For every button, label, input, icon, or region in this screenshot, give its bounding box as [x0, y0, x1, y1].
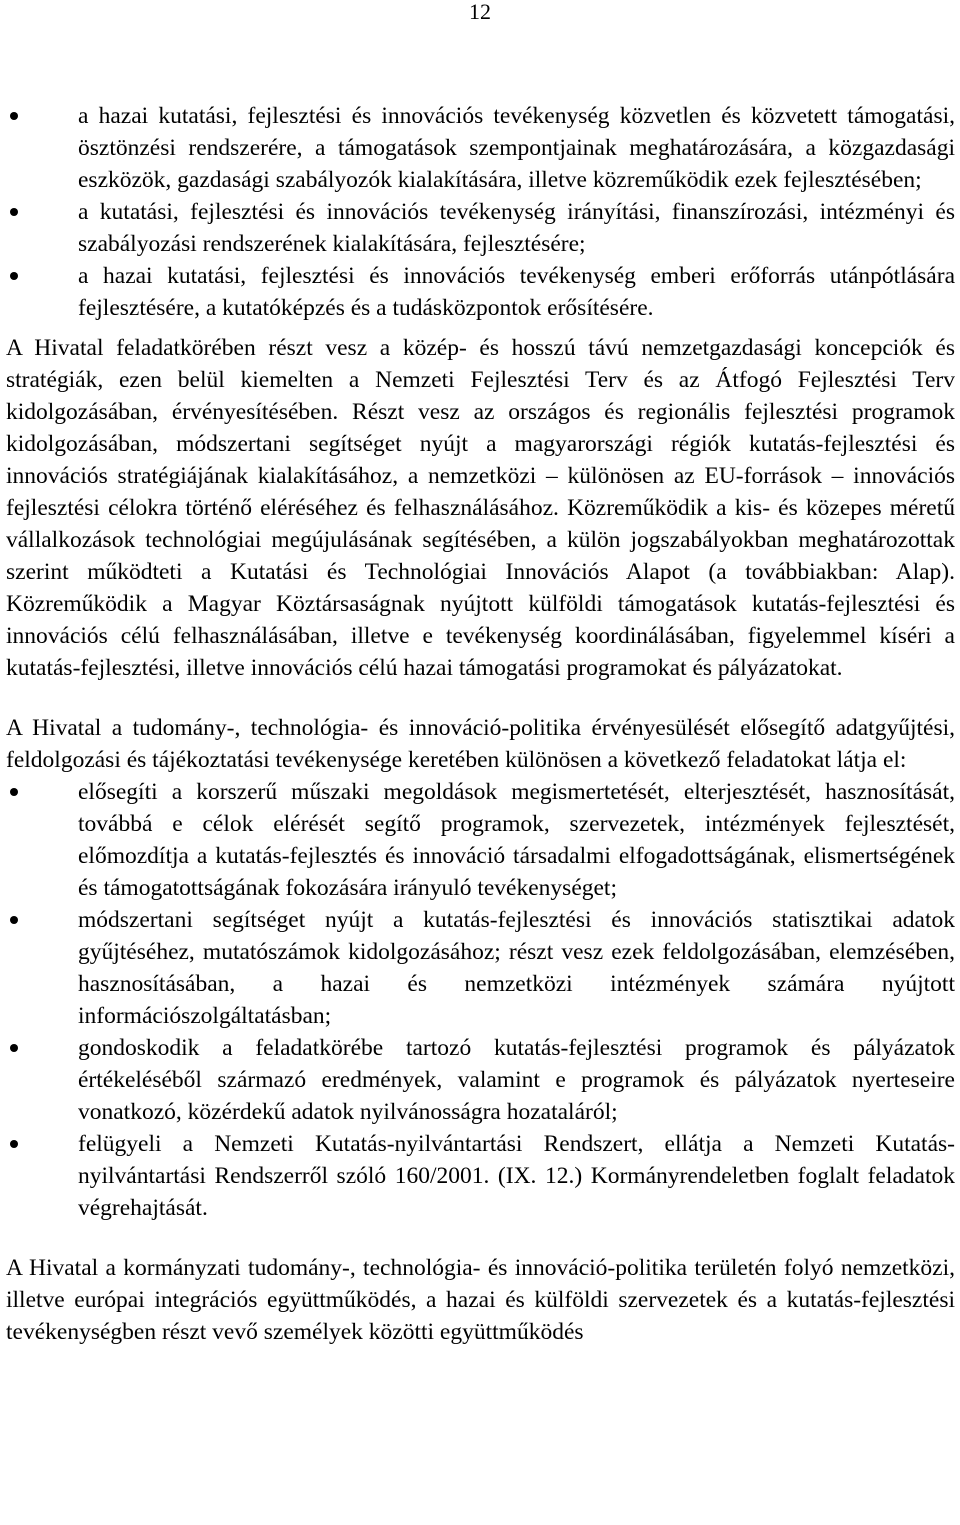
list-item [6, 196, 955, 260]
paragraph-responsibilities: A Hivatal feladatkörében részt vesz a közép- és hosszú távú nemzetgazdasági koncepciók és stratégiák, ezen belül kiemelten a Nemzeti Fejlesztési Terv és az Átfogó Fejlesztési Terv kidolgozásában, érvényesítésében. Részt vesz az országos és regionális fejlesztési programok kidolgozásában, módszertani segítséget nyújt a magyarországi régiók kutatás-fejlesztési és innovációs stratégiájának kialakításához, a nemzetközi – különösen az EU-források – innovációs fejlesztési célokra történő eléréséhez és felhasználásához. Közreműködik a kis- és közepes méretű vállalkozások technológiai megújulásának segítésében, a külön jogszabályokban meghatározottak szerint működteti a Kutatási és Technológiai Innovációs Alapot (a továbbiakban: Alap). Közreműködik a Magyar Köztársaságnak nyújtott külföldi támogatások kutatás-fejlesztési és innovációs célú felhasználásában, illetve e tevékenység koordinálásában, figyelemmel kíséri a kutatás-fejlesztési, illetve innovációs célú hazai támogatási programokat és pályázatokat. [6, 335, 955, 681]
list-item-text: módszertani segítséget nyújt a kutatás-fejlesztési és innovációs statisztikai adatok gyűjtéséhez, mutatószámok kidolgozásához; részt vesz ezek feldolgozásában, elemzésében, hasznosításában, a hazai és nemzetközi intézmények számára nyújtott információszolgáltatásban; [78, 907, 955, 1029]
list-item-text: a hazai kutatási, fejlesztési és innovációs tevékenység emberi erőforrás utánpótlására fejlesztésére, a kutatóképzés és a tudásközpontok erősítésére. [78, 263, 955, 321]
list-item-text: felügyeli a Nemzeti Kutatás-nyilvántartási Rendszert, ellátja a Nemzeti Kutatás-nyilvántartási Rendszerről szóló 160/2001. (IX. 12.) Kormányrendeletben foglalt feladatok végrehajtását. [78, 1131, 955, 1221]
list-item-text: gondoskodik a feladatkörébe tartozó kutatás-fejlesztési programok és pályázatok értékeléséből származó eredmények, valamint e programok és pályázatok nyerteseire vonatkozó, közérdekű adatok nyilvánosságra hozataláról; [78, 1035, 955, 1125]
bullet-list-tasks [6, 776, 955, 1224]
list-item-text: elősegíti a korszerű műszaki megoldások megismertetését, elterjesztését, hasznosítását, továbbá e célok elérését segítő programok, szervezetek, intézmények fejlesztését, előmozdítja a kutatás-fejlesztés és innováció társadalmi elfogadottságának, elismertségének és támogatottságának fokozására irányuló tevékenységet; [78, 779, 955, 901]
list-item [6, 1032, 955, 1128]
bullet-icon [10, 1140, 18, 1148]
page-number: 12 [469, 0, 491, 24]
bullet-icon [10, 916, 18, 924]
list-item-text: a hazai kutatási, fejlesztési és innovációs tevékenység közvetlen és közvetett támogatási, ösztönzési rendszerére, a támogatások szempontjainak meghatározására, a közgazdasági eszközök, gazdasági szabályozók kialakítására, illetve közreműködik ezek fejlesztésében; [78, 103, 955, 193]
paragraph-international: A Hivatal a kormányzati tudomány-, technológia- és innováció-politika területén folyó nemzetközi, illetve európai integrációs együttműködés, a hazai és külföldi szervezetek és a kutatás-fejlesztési tevékenységben részt vevő személyek közötti együttműködés [6, 1255, 955, 1345]
list-item [6, 260, 955, 324]
list-item [6, 100, 955, 196]
list-item-text: a kutatási, fejlesztési és innovációs tevékenység irányítási, finanszírozási, intézményi és szabályozási rendszerének kialakítására, fejlesztésére; [78, 199, 955, 257]
list-item [6, 904, 955, 1032]
bullet-icon [10, 788, 18, 796]
bullet-icon [10, 272, 18, 280]
list-item [6, 776, 955, 904]
bullet-icon [10, 1044, 18, 1052]
bullet-list-goals [6, 100, 955, 324]
document-body [6, 100, 955, 1348]
paragraph-data-collection: A Hivatal a tudomány-, technológia- és innováció-politika érvényesülését elősegítő adatgyűjtési, feldolgozási és tájékoztatási tevékenysége keretében különösen a következő feladatokat látja el: [6, 715, 955, 773]
bullet-icon [10, 208, 18, 216]
bullet-icon [10, 112, 18, 120]
list-item [6, 1128, 955, 1224]
